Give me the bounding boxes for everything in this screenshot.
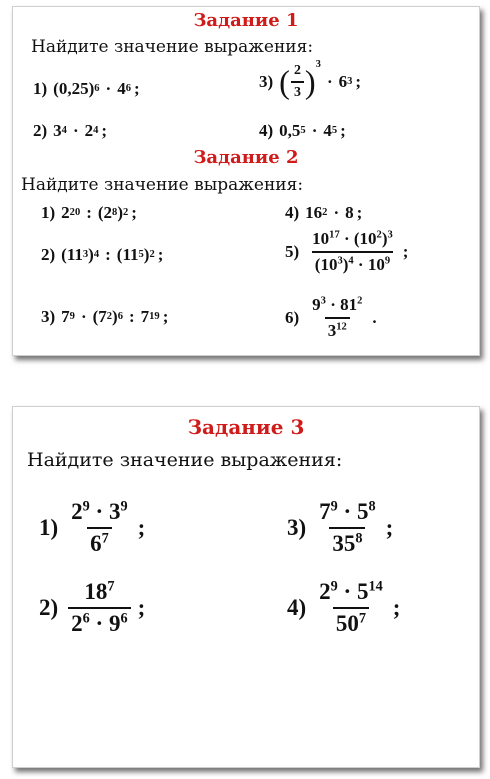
fraction: $\frac{10^{17} \cdot (10^2)^3}{(10^3)^4 \cdot 10^9}$ xyxy=(312,229,393,274)
task1-item-2: 2) 3 4 · 2 4 ; xyxy=(33,121,108,140)
task3-item-1: 1) $\frac{2^9 \cdot 3^9}{6^7}$ ; xyxy=(39,498,146,556)
task2-item-4: 4) 16 2 · 8 ; xyxy=(285,203,363,222)
task3-title: Задание 3 xyxy=(187,415,305,439)
task2-instruction: Найдите значение выражения: xyxy=(21,175,304,195)
task2-item-1: 1) 2 20 : (2 8 ) 2 ; xyxy=(41,203,137,222)
task3-instruction: Найдите значение выражения: xyxy=(27,449,343,471)
task1-item-3: 3) ( $\frac{2}{3}$ ) 3 · 6 3 ; xyxy=(259,59,362,100)
task2-item-3: 3) 7 9 · (7 2 ) 6 : 7 19 ; xyxy=(41,307,169,326)
task2-item-5: 5) $\frac{10^{17} \cdot (10^2)^3}{(10^3)^4 \cdot 10^9}$ ; xyxy=(285,229,409,274)
parenthesized-fraction: ( $\frac{2}{3}$ ) xyxy=(279,63,316,100)
task1-instruction: Найдите значение выражения: xyxy=(31,37,314,57)
task3-item-3: 3) $\frac{7^9 \cdot 5^8}{35^8}$ ; xyxy=(287,498,394,556)
fraction: $\frac{7^9 \cdot 5^8}{35^8}$ xyxy=(319,498,376,556)
task1-item-1: 1) (0,25) 6 · 4 6 ; xyxy=(33,79,140,98)
task1-title: Задание 1 xyxy=(193,10,299,31)
fraction: $\frac{9^3 \cdot 81^2}{3^{12}}$ xyxy=(312,295,363,340)
task3-item-4: 4) $\frac{2^9 \cdot 5^{14}}{50^7}$ ; xyxy=(287,578,401,636)
fraction: $\frac{2^9 \cdot 5^{14}}{50^7}$ xyxy=(319,578,383,636)
fraction: $\frac{2^9 \cdot 3^9}{6^7}$ xyxy=(71,498,128,556)
task1-item-4: 4) 0,5 5 · 4 5 ; xyxy=(259,121,346,140)
task2-item-6: 6) $\frac{9^3 \cdot 81^2}{3^{12}}$ . xyxy=(285,295,377,340)
slide-card-tasks-1-2 xyxy=(12,6,480,356)
task2-title: Задание 2 xyxy=(193,147,299,168)
slide-card-task-3 xyxy=(12,406,480,768)
task2-item-2: 2) (11 3 ) 4 : (11 5 ) 2 ; xyxy=(41,245,164,264)
fraction: $\frac{18^7}{2^6 \cdot 9^6}$ xyxy=(68,579,130,637)
task3-item-2: 2) $\frac{18^7}{2^6 \cdot 9^6}$ ; xyxy=(39,578,146,636)
